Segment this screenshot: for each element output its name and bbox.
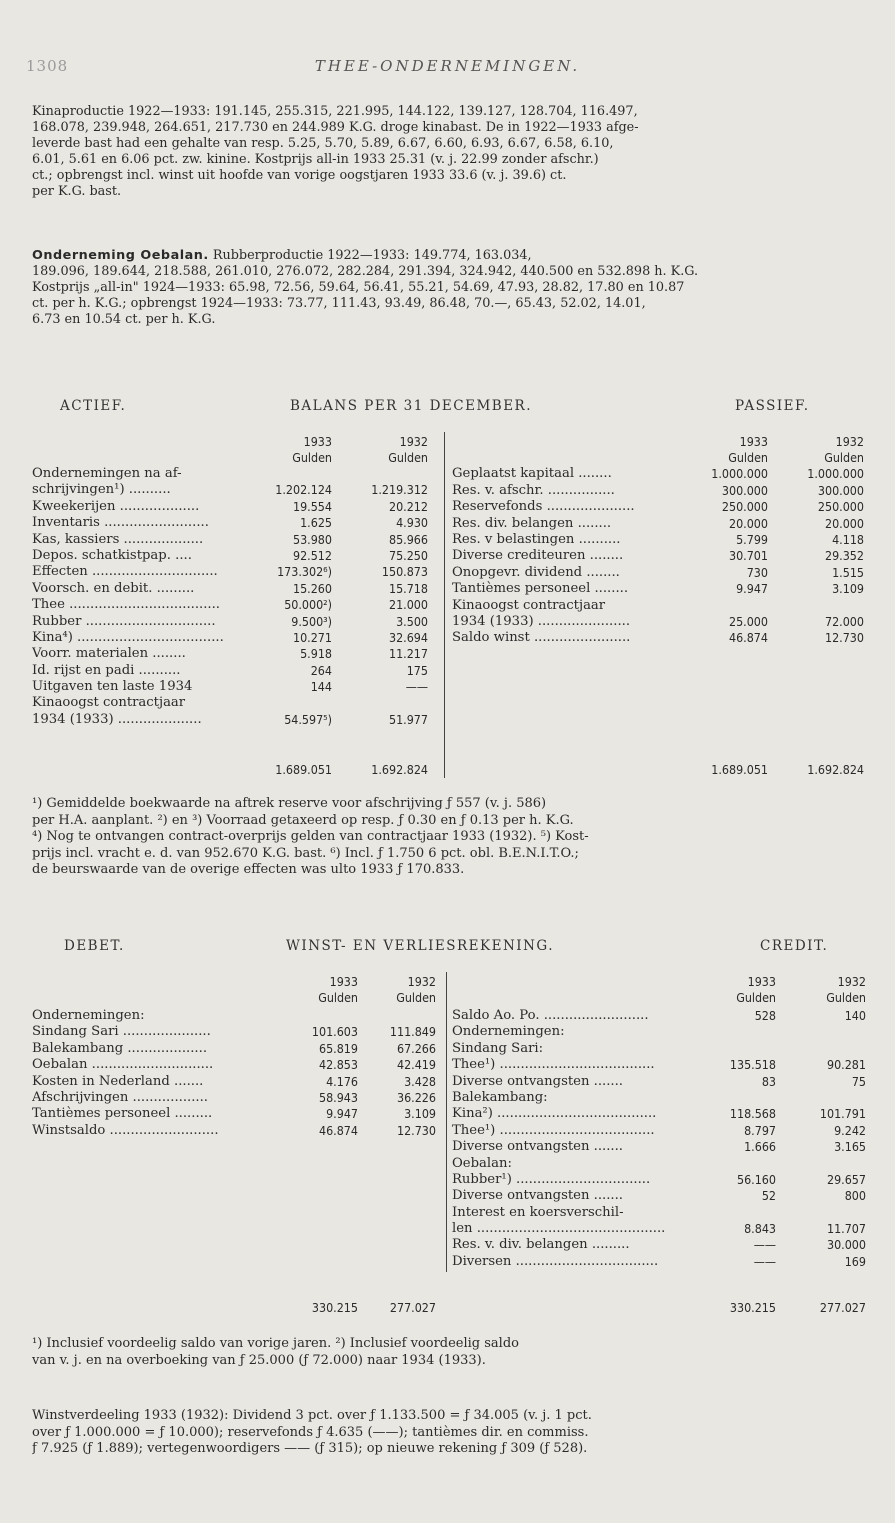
passief-table [452,450,864,647]
row-value: 250.000 [721,499,768,515]
row-value: 67.266 [397,1040,436,1056]
row-label: Kina⁴) ................................... [32,629,224,645]
row-value: 9.242 [834,1122,866,1138]
year-header: 1933 [747,974,776,989]
column-divider [446,972,447,1272]
row-value: 3.165 [834,1139,866,1155]
row-label: Geplaatst kapitaal ........ [452,466,612,482]
year-header: 1932 [835,434,864,449]
row-value: 20.000 [729,515,768,531]
row-value: 75 [851,1073,866,1089]
row-label: Saldo Ao. Po. ......................... [452,1008,649,1023]
row-value: 1.625 [300,515,332,531]
footnote-line: prijs incl. vracht e. d. van 952.670 K.G. bast. ⁶) Incl. ƒ 1.750 6 pct. obl. B.E.N.I.T.O.; [32,845,579,861]
row-value: 20.212 [389,498,428,514]
row-label: Kinaoogst contractjaar [452,597,606,613]
row-value: 800 [844,1188,866,1204]
row-label: Effecten .............................. [32,564,218,580]
row-value: 12.730 [825,630,864,646]
row-value: 83 [761,1073,776,1089]
table-row [32,630,432,646]
table-row [32,1041,438,1057]
text-line: ƒ 7.925 (ƒ 1.889); vertegenwoordigers —— (ƒ 315); op nieuwe rekening ƒ 309 (ƒ 528). [32,1441,588,1456]
row-value: 50.000²) [284,597,332,613]
row-value: 92.512 [293,547,332,563]
total-value: 1.692.824 [371,762,428,777]
total-value: 277.027 [389,1300,436,1315]
total-value: 1.689.051 [275,762,332,777]
row-value: 85.966 [389,531,428,547]
row-label: Res. v. div. belangen ......... [452,1237,630,1253]
winstverdeeling-paragraph [32,1408,867,1458]
row-label: Ondernemingen: [32,1008,145,1023]
row-value: 4.930 [396,515,428,531]
table-row [452,1074,866,1090]
row-value: 9.947 [326,1106,358,1122]
row-value: 20.000 [825,515,864,531]
kina-production-paragraph [32,104,867,200]
table-row [452,598,864,614]
debet-table [32,1008,438,1139]
text-line-rest: Rubberproductie 1922—1933: 149.774, 163.034, [212,248,532,263]
row-value: 118.568 [729,1106,776,1122]
table-row [32,1057,438,1073]
total-value: 1.689.051 [711,762,768,777]
text-line: 6.73 en 10.54 ct. per h. K.G. [32,312,216,327]
row-label: Sindang Sari ..................... [32,1024,211,1040]
row-label: 1934 (1933) .................... [32,711,202,727]
text-line: per K.G. bast. [32,184,122,199]
table-row [32,1123,438,1139]
table-row [32,679,432,695]
row-value: 264 [310,662,332,678]
unit-header: Gulden [318,990,358,1005]
year-header: 1933 [303,434,332,449]
actief-table [32,466,432,728]
row-value: 173.302⁶) [277,564,332,580]
row-value: 46.874 [729,630,768,646]
row-value: 11.707 [827,1221,866,1237]
credit-table [452,1008,866,1270]
table-row [452,1188,866,1204]
row-label: Balekambang: [452,1089,548,1105]
row-label: Res. div. belangen ........ [452,515,612,531]
row-value: 29.352 [825,548,864,564]
row-value: 1.219.312 [371,482,428,498]
row-label: Kweekerijen ................... [32,498,200,514]
row-value: 32.694 [389,629,428,645]
wv-right-title: CREDIT. [760,938,829,954]
row-value: 101.603 [311,1024,358,1040]
row-value: 30.000 [827,1237,866,1253]
table-row [452,516,864,532]
table-row [452,565,864,581]
row-value: 75.250 [389,547,428,563]
row-label: Thee .................................... [32,597,220,613]
row-value: 11.217 [389,646,428,662]
row-label: Kinaoogst contractjaar [32,695,186,711]
column-divider [444,432,445,778]
table-row [32,532,432,548]
table-row [452,614,864,630]
row-value: 58.943 [319,1089,358,1105]
row-label: Kina²) ...................................... [452,1106,657,1122]
row-label: Diverse ontvangsten ....... [452,1139,623,1155]
row-label: Onopgevr. dividend ........ [452,564,620,580]
table-row [452,1237,866,1253]
table-row [32,466,432,482]
unit-header: Gulden [388,450,428,465]
row-value: 730 [746,564,768,580]
row-value: 144 [310,679,332,695]
table-row [452,1057,866,1073]
row-value: 101.791 [819,1106,866,1122]
row-value: —— [753,1237,776,1253]
table-row [32,695,432,711]
table-row [452,499,864,515]
table-row [452,1123,866,1139]
text-line [32,248,867,264]
row-value: 1.666 [744,1139,776,1155]
unit-header: Gulden [292,450,332,465]
row-value: 135.518 [729,1057,776,1073]
table-row [32,614,432,630]
unit-header: Gulden [736,990,776,1005]
row-value: 51.977 [389,711,428,727]
text-line: 189.096, 189.644, 218.588, 261.010, 276.072, 282.284, 291.394, 324.942, 440.500 en 532.898 h. K.G. [32,264,699,279]
table-row [452,1205,866,1221]
table-row [32,548,432,564]
table-row [32,663,432,679]
wv-footnotes [32,1336,867,1369]
table-row [32,1074,438,1090]
row-value: 3.109 [404,1106,436,1122]
balans-left-title: ACTIEF. [60,398,127,414]
row-value: 1.000.000 [807,466,864,482]
wv-center-title: WINST- EN VERLIESREKENING. [286,938,555,954]
text-line: 168.078, 239.948, 264.651, 217.730 en 244.989 K.G. droge kinabast. De in 1922—1933 afge- [32,120,639,135]
row-value: 169 [844,1253,866,1269]
row-value: 140 [844,1008,866,1023]
row-value: 5.918 [300,646,332,662]
text-line: Kostprijs „all-in" 1924—1933: 65.98, 72.56, 59.64, 56.41, 55.21, 54.69, 47.93, 28.82, 17.80 en 10.87 [32,280,685,295]
total-value: 277.027 [819,1300,866,1315]
row-value: 25.000 [729,613,768,629]
text-line: ct.; opbrengst incl. winst uit hoofde van vorige oogstjaren 1933 33.6 (v. j. 39.6) ct. [32,168,567,183]
row-label: Diverse ontvangsten ....... [452,1188,623,1204]
table-row [452,450,864,466]
table-row [32,581,432,597]
footnote-line: van v. j. en na overboeking van ƒ 25.000 (ƒ 72.000) naar 1934 (1933). [32,1352,486,1368]
row-value: 150.873 [381,564,428,580]
table-row [32,515,432,531]
row-value: 3.428 [404,1073,436,1089]
row-value: 12.730 [397,1122,436,1138]
row-value: 65.819 [319,1040,358,1056]
row-label: Winstsaldo .......................... [32,1122,219,1138]
row-label: Diverse ontvangsten ....... [452,1073,623,1089]
wv-column-headers [0,974,895,1008]
table-row [32,712,432,728]
table-row [452,1172,866,1188]
row-label: schrijvingen¹) .......... [32,482,171,498]
row-value: 46.874 [319,1122,358,1138]
table-row [452,1254,866,1270]
row-value: 90.281 [827,1057,866,1073]
table-row [452,1024,866,1040]
total-value: 1.692.824 [807,762,864,777]
total-value: 330.215 [729,1300,776,1315]
footnote-line: per H.A. aanplant. ²) en ³) Voorraad getaxeerd op resp. ƒ 0.30 en ƒ 0.13 per h. K.G. [32,812,574,828]
row-value: 300.000 [817,482,864,498]
row-value: 1.515 [832,564,864,580]
table-row [452,1008,866,1024]
row-value: 528 [754,1008,776,1023]
unit-header: Gulden [826,990,866,1005]
row-label: Uitgaven ten laste 1934 [32,679,193,695]
table-row [32,646,432,662]
row-label: Sindang Sari: [452,1040,544,1056]
table-row [452,581,864,597]
row-label: Kas, kassiers ................... [32,531,204,547]
row-label: Tantièmes personeel ......... [32,1106,213,1122]
row-label: Voorsch. en debit. ......... [32,580,195,596]
section-heading: Onderneming Oebalan. [32,248,209,263]
unit-header: Gulden [728,450,768,465]
row-value: 1.000.000 [711,466,768,482]
year-header: 1932 [399,434,428,449]
row-value: 5.799 [736,531,768,547]
table-row [452,1221,866,1237]
row-value: 250.000 [817,499,864,515]
row-label: Id. rijst en padi .......... [32,662,181,678]
balans-totals [0,762,895,782]
text-line: ct. per h. K.G.; opbrengst 1924—1933: 73.77, 111.43, 93.49, 86.48, 70.—, 65.43, 52.02, 14.01, [32,296,646,311]
text-line: Winstverdeeling 1933 (1932): Dividend 3 pct. over ƒ 1.133.500 = ƒ 34.005 (v. j. 1 pct. [32,1408,592,1423]
row-value: 111.849 [389,1024,436,1040]
table-row [32,499,432,515]
total-value: 330.215 [311,1300,358,1315]
row-value: 8.843 [744,1221,776,1237]
row-label: Tantièmes personeel ........ [452,581,629,597]
balans-center-title: BALANS PER 31 DECEMBER. [290,398,533,414]
balans-footnotes [32,796,867,879]
row-label: len ............................................. [452,1221,666,1237]
table-row [452,1090,866,1106]
footnote-line: ¹) Inclusief voordeelig saldo van vorige jaren. ²) Inclusief voordeelig saldo [32,1336,519,1351]
row-label: Diverse crediteuren ........ [452,548,624,564]
year-header: 1933 [739,434,768,449]
row-value: 9.500³) [291,613,332,629]
row-value: 8.797 [744,1122,776,1138]
row-value: —— [405,679,428,695]
table-row [32,1024,438,1040]
row-label: Res. v. afschr. ................ [452,482,615,498]
year-header: 1933 [329,974,358,989]
year-header: 1932 [837,974,866,989]
row-value: 42.853 [319,1057,358,1073]
row-value: —— [753,1253,776,1269]
balans-right-title: PASSIEF. [735,398,810,414]
footnote-line: de beurswaarde van de overige effecten was ulto 1933 ƒ 170.833. [32,862,465,877]
row-value: 36.226 [397,1089,436,1105]
row-value: 53.980 [293,531,332,547]
row-label: Diversen .................................. [452,1253,659,1269]
table-row [452,1041,866,1057]
row-value: 19.554 [293,498,332,514]
footnote-line: ¹) Gemiddelde boekwaarde na aftrek reserve voor afschrijving ƒ 557 (v. j. 586) [32,796,547,811]
table-row [452,483,864,499]
row-value: 3.500 [396,613,428,629]
row-label: Thee¹) ..................................... [452,1122,655,1138]
row-label: Reservefonds ..................... [452,499,635,515]
table-row [32,482,432,498]
row-label: 1934 (1933) ...................... [452,613,631,629]
table-row [452,1106,866,1122]
table-row [452,1156,866,1172]
row-label: Saldo winst ....................... [452,630,631,646]
unit-header: Gulden [824,450,864,465]
wv-left-title: DEBET. [64,938,125,954]
row-label: Rubber ............................... [32,613,216,629]
wv-totals [0,1300,895,1320]
row-value: 29.657 [827,1171,866,1187]
row-value: 52 [761,1188,776,1204]
row-value: 15.260 [293,580,332,596]
table-row [452,466,864,482]
row-label: Balekambang ................... [32,1040,208,1056]
unit-header: Gulden [396,990,436,1005]
row-value: 21.000 [389,597,428,613]
row-value: 56.160 [737,1171,776,1187]
row-value: 3.109 [832,581,864,597]
table-row [32,1008,438,1024]
text-line: over ƒ 1.000.000 = ƒ 10.000); reservefonds ƒ 4.635 (——); tantièmes dir. en commiss. [32,1424,589,1440]
row-label: Voorr. materialen ........ [32,646,186,662]
table-row [32,564,432,580]
row-value: 175 [406,662,428,678]
page-header [0,55,895,79]
row-label: Afschrijvingen .................. [32,1089,208,1105]
oebalan-paragraph [32,248,867,328]
row-label: Oebalan ............................. [32,1057,214,1073]
table-row [32,1106,438,1122]
row-label: Interest en koersverschil- [452,1204,624,1220]
row-value: 15.718 [389,580,428,596]
row-value: 54.597⁵) [284,711,332,727]
row-value: 30.701 [729,548,768,564]
row-value: 4.118 [832,531,864,547]
table-row [452,548,864,564]
row-value: 4.176 [326,1073,358,1089]
row-value: 42.419 [397,1057,436,1073]
row-label: Res. v belastingen .......... [452,531,621,547]
row-value: 9.947 [736,581,768,597]
table-row [452,1139,866,1155]
row-value: 10.271 [293,629,332,645]
footnote-line: ⁴) Nog te ontvangen contract-overprijs gelden van contractjaar 1933 (1932). ⁵) Kost- [32,829,589,844]
row-value: 1.202.124 [275,482,332,498]
table-row [32,1090,438,1106]
row-label: Oebalan: [452,1155,512,1171]
row-value: 300.000 [721,482,768,498]
page-number: 1308 [26,57,69,75]
table-row [32,597,432,613]
table-row [452,630,864,646]
row-label: Ondernemingen na af- [32,466,182,481]
row-label: Rubber¹) ................................ [452,1171,651,1187]
year-header: 1932 [407,974,436,989]
text-line: 6.01, 5.61 en 6.06 pct. zw. kinine. Kostprijs all-in 1933 25.31 (v. j. 22.99 zonder afschr.) [32,152,599,167]
row-value: 72.000 [825,613,864,629]
row-label: Depos. schatkistpap. .... [32,547,192,563]
text-line: leverde bast had een gehalte van resp. 5.25, 5.70, 5.89, 6.67, 6.60, 6.93, 6.67, 6.58, 6.10, [32,136,614,151]
row-label: Thee¹) ..................................... [452,1057,655,1073]
row-label: Ondernemingen: [452,1024,565,1040]
running-title: THEE-ONDERNEMINGEN. [314,57,581,75]
row-label: Kosten in Nederland ....... [32,1073,204,1089]
table-row [452,532,864,548]
row-label: Inventaris ......................... [32,515,209,531]
text-line: Kinaproductie 1922—1933: 191.145, 255.315, 221.995, 144.122, 139.127, 128.704, 116.497, [32,104,638,119]
